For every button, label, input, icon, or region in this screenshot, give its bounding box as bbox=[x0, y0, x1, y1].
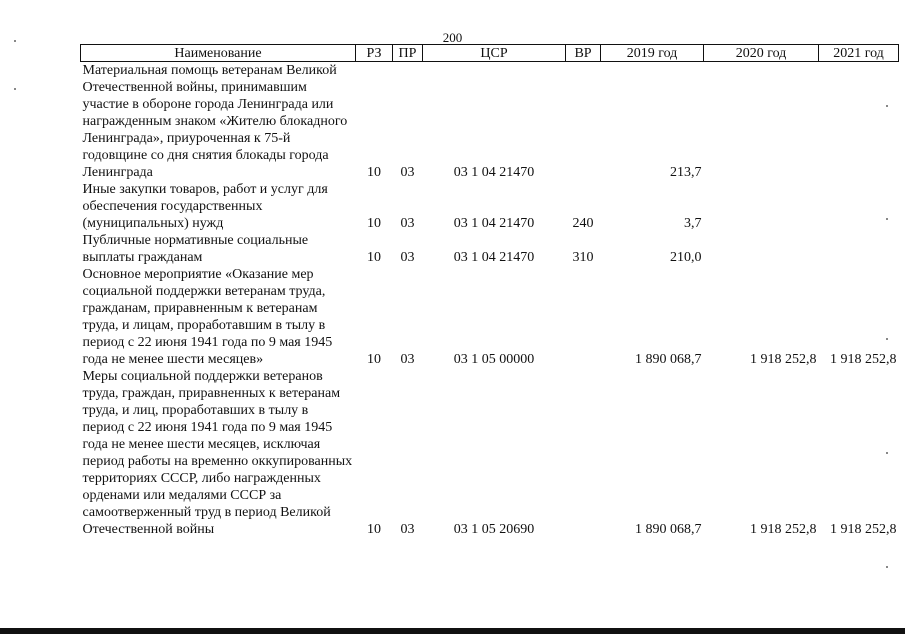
row-name: Меры социальной поддержки ветеранов труда, граждан, приравненных к ветеранам труда, и лиц, проработавших в тылу в период с 22 июня 1941 года по 9 мая 1945 года не менее шести месяцев, исключая период работы на временно оккупированных территориях СССР, либо награжденных орденами или медалями СССР за самоотверженный труд в период Великой Отечественной войны bbox=[82, 369, 353, 537]
header-name: Наименование bbox=[81, 45, 356, 62]
row-pr: 03 bbox=[400, 165, 415, 180]
row-name: Материальная помощь ветеранам Великой Отечественной войны, принимавшим участие в обороне города Ленинграда или награжденным знаком «Жителю блокадного Ленинграда», приуроченная к 75-й годовщине со дня снятия блокады города Ленинграда bbox=[82, 63, 348, 180]
scan-speck bbox=[886, 452, 888, 454]
row-vr: 310 bbox=[572, 250, 594, 265]
row-vr bbox=[566, 368, 601, 538]
row-2020 bbox=[704, 181, 819, 232]
header-2019: 2019 год bbox=[601, 45, 704, 62]
scan-speck bbox=[886, 105, 888, 107]
scan-speck bbox=[14, 88, 16, 90]
row-rz: 10 bbox=[367, 250, 381, 265]
scan-speck bbox=[14, 40, 16, 42]
row-vr: 240 bbox=[572, 216, 594, 231]
row-pr: 03 bbox=[400, 522, 415, 537]
row-2020: 1 918 252,8 bbox=[750, 522, 817, 537]
row-2020: 1 918 252,8 bbox=[750, 352, 817, 367]
header-csr: ЦСР bbox=[423, 45, 566, 62]
row-csr: 03 1 04 21470 bbox=[453, 216, 535, 231]
header-vr: ВР bbox=[566, 45, 601, 62]
row-2021 bbox=[819, 232, 899, 266]
row-2019: 210,0 bbox=[670, 250, 702, 265]
row-rz: 10 bbox=[367, 352, 381, 367]
scan-speck bbox=[886, 218, 888, 220]
table-header-row bbox=[81, 45, 899, 62]
row-pr: 03 bbox=[400, 352, 415, 367]
table-row bbox=[81, 232, 899, 266]
scan-speck bbox=[886, 566, 888, 568]
page-number: 200 bbox=[442, 30, 463, 45]
header-rz: РЗ bbox=[356, 45, 393, 62]
bottom-border-line bbox=[0, 628, 905, 634]
table-row bbox=[81, 368, 899, 538]
row-csr: 03 1 04 21470 bbox=[453, 165, 535, 180]
table-row bbox=[81, 181, 899, 232]
row-2021 bbox=[819, 62, 899, 182]
row-name: Основное мероприятие «Оказание мер социальной поддержки ветеранам труда, гражданам, приравненным к ветеранам труда, и лицам, проработавшим в тылу в период с 22 июня 1941 года по 9 мая 1945 года не менее шести месяцев» bbox=[82, 267, 333, 367]
row-csr: 03 1 05 20690 bbox=[453, 522, 535, 537]
table-row bbox=[81, 266, 899, 368]
header-2020: 2020 год bbox=[704, 45, 819, 62]
row-vr bbox=[566, 62, 601, 182]
row-2019: 1 890 068,7 bbox=[635, 352, 702, 367]
row-2019: 1 890 068,7 bbox=[635, 522, 702, 537]
row-rz: 10 bbox=[367, 216, 381, 231]
row-2019: 3,7 bbox=[684, 216, 702, 231]
header-pr: ПР bbox=[393, 45, 423, 62]
row-name: Иные закупки товаров, работ и услуг для обеспечения государственных (муниципальных) нужд bbox=[82, 182, 328, 231]
table-row bbox=[81, 62, 899, 182]
row-2021: 1 918 252,8 bbox=[830, 522, 897, 537]
row-2019: 213,7 bbox=[670, 165, 702, 180]
row-rz: 10 bbox=[367, 165, 381, 180]
row-2021 bbox=[819, 181, 899, 232]
row-2020 bbox=[704, 62, 819, 182]
row-rz: 10 bbox=[367, 522, 381, 537]
row-2020 bbox=[704, 232, 819, 266]
header-2021: 2021 год bbox=[819, 45, 899, 62]
row-csr: 03 1 04 21470 bbox=[453, 250, 535, 265]
row-vr bbox=[566, 266, 601, 368]
row-pr: 03 bbox=[400, 216, 415, 231]
row-csr: 03 1 05 00000 bbox=[453, 352, 535, 367]
row-2021: 1 918 252,8 bbox=[830, 352, 897, 367]
budget-table bbox=[80, 44, 899, 538]
row-pr: 03 bbox=[400, 250, 415, 265]
scan-speck bbox=[886, 338, 888, 340]
row-name: Публичные нормативные социальные выплаты гражданам bbox=[82, 233, 309, 265]
